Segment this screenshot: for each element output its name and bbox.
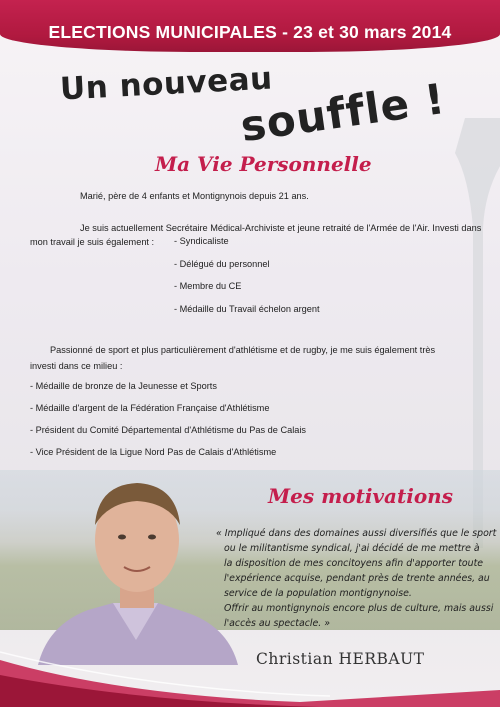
quote-line: l'expérience acquise, pendant près de trente années, au bbox=[224, 573, 490, 584]
slogan-line-2: souffle ! bbox=[237, 73, 449, 152]
sport-role-item: - Médaille de bronze de la Jeunesse et Sports bbox=[30, 381, 217, 391]
candidate-signature: Christian HERBAUT bbox=[256, 650, 425, 668]
quote-line: « Impliqué dans des domaines aussi diversifiés que le sport bbox=[216, 528, 497, 539]
sport-role-item: - Président du Comité Départemental d'Athlétisme du Pas de Calais bbox=[30, 425, 306, 435]
sport-role-item: - Médaille d'argent de la Fédération Française d'Athlétisme bbox=[30, 403, 270, 413]
job-line-2: mon travail je suis également : bbox=[30, 237, 155, 247]
quote-line: ou le militantisme syndical, j'ai décidé de me mettre à bbox=[224, 543, 480, 554]
slogan-line-1: Un nouveau bbox=[59, 60, 274, 108]
job-line-1: Je suis actuellement Secrétaire Médical-Archiviste et jeune retraité de l'Armée de l'Air. Investi dans bbox=[80, 223, 482, 233]
work-role-item: - Médaille du Travail échelon argent bbox=[174, 304, 320, 314]
sport-line-1: Passionné de sport et plus particulièrement d'athlétisme et de rugby, je me suis également très bbox=[50, 345, 436, 355]
personal-life-title: Ma Vie Personnelle bbox=[155, 152, 372, 176]
motivations-title: Mes motivations bbox=[268, 484, 453, 508]
quote-line: l'accès au spectacle. » bbox=[224, 618, 330, 629]
work-role-item: - Membre du CE bbox=[174, 281, 242, 291]
sport-line-2: investi dans ce milieu : bbox=[30, 361, 123, 371]
quote-line: Offrir au montignynois encore plus de culture, mais aussi bbox=[224, 603, 494, 614]
work-role-item: - Délégué du personnel bbox=[174, 259, 270, 269]
quote-line: la disposition de mes concitoyens afin d'apporter toute bbox=[224, 558, 484, 569]
work-role-item: - Syndicaliste bbox=[174, 236, 229, 246]
quote-line: service de la population montignynoise. bbox=[224, 588, 412, 599]
election-title: ELECTIONS MUNICIPALES - 23 et 30 mars 2014 bbox=[48, 22, 452, 42]
decorative-swoosh bbox=[0, 640, 500, 707]
candidate-photo bbox=[28, 455, 243, 665]
motivations-quote bbox=[216, 526, 497, 631]
family-intro: Marié, père de 4 enfants et Montignynois depuis 21 ans. bbox=[80, 191, 309, 201]
sport-role-item: - Vice Président de la Ligue Nord Pas de Calais d'Athlétisme bbox=[30, 447, 277, 457]
